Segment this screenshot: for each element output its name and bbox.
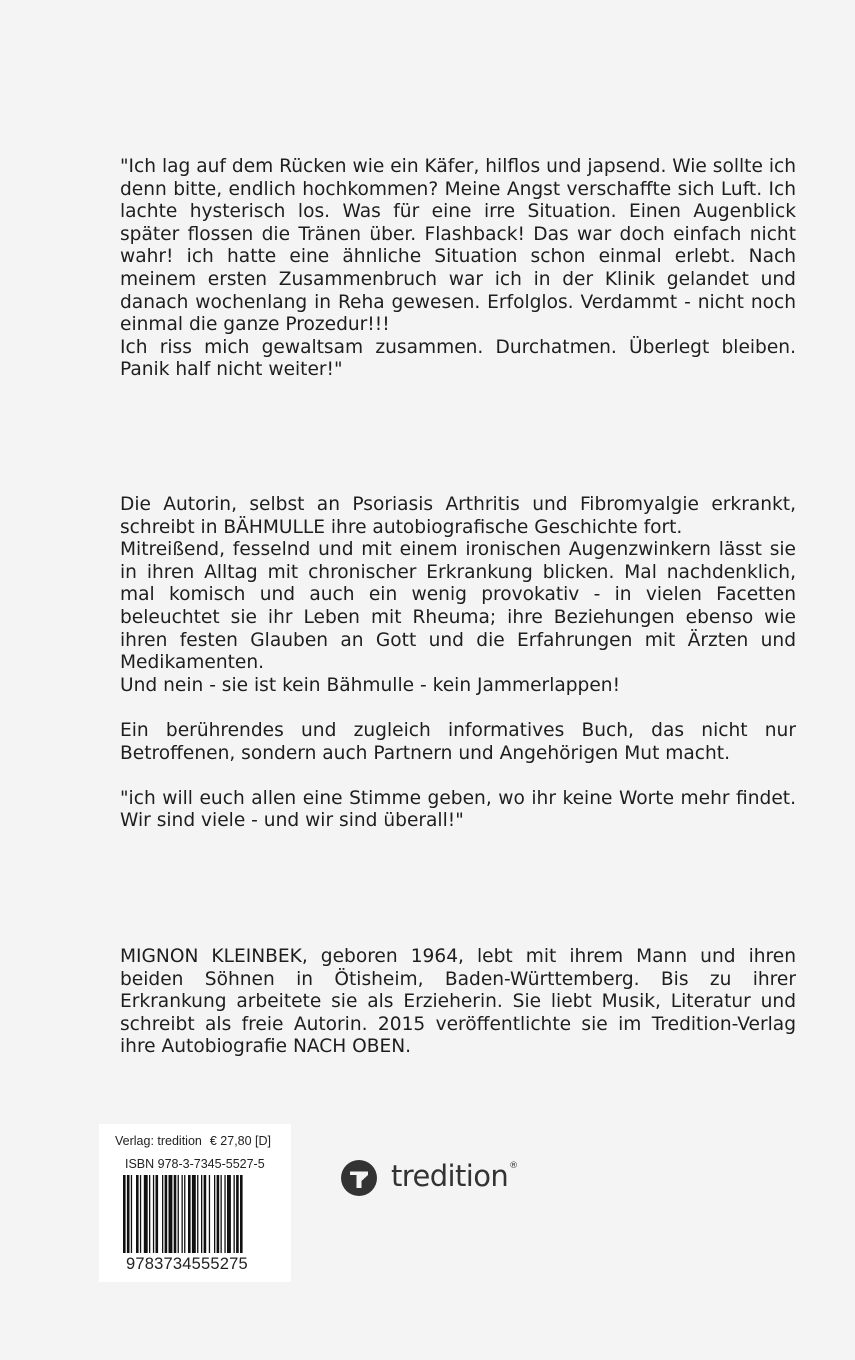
barcode-bar <box>131 1175 132 1253</box>
barcode-bar <box>184 1175 185 1253</box>
barcode-bar <box>182 1175 183 1253</box>
barcode-bar <box>234 1175 235 1253</box>
barcode-bar <box>204 1175 207 1253</box>
barcode-price: € 27,80 [D] <box>209 1134 272 1148</box>
publisher-name-text: tredition <box>391 1159 509 1193</box>
barcode-bar <box>192 1175 196 1253</box>
quote-excerpt <box>120 156 796 382</box>
barcode-bar <box>123 1175 126 1253</box>
barcode-bar <box>224 1175 225 1253</box>
author-bio <box>120 946 796 1059</box>
barcode-bar <box>136 1175 139 1253</box>
publisher-name <box>391 1159 518 1193</box>
barcode-bar <box>144 1175 148 1253</box>
description-paragraph: Mitreißend, fesselnd und mit einem ironischen Augenzwinkern lässt sie in ihren Alltag mit chronischer Erkrankung blicken. Mal nachdenklich, mal komisch und auch ein wenig provokativ - in vielen Facetten beleuchtet sie ihr Leben mit Rheuma; ihre Beziehungen ebenso wie ihren festen Glauben an Gott und die Erfahrungen mit Ärzten und Medikamenten. <box>120 539 796 674</box>
quote-paragraph: Ich riss mich gewaltsam zusammen. Durchatmen. Überlegt bleiben. Panik half nicht weiter!" <box>120 336 796 381</box>
barcode-bar <box>162 1175 163 1253</box>
barcode-bar <box>165 1175 168 1253</box>
barcode-bar <box>149 1175 150 1253</box>
barcode-panel <box>99 1124 291 1282</box>
description-paragraph: "ich will euch allen eine Stimme geben, wo ihr keine Worte mehr findet. Wir sind viele - und wir sind überall!" <box>120 787 796 832</box>
barcode-bar <box>236 1175 239 1253</box>
description-paragraph: Und nein - sie ist kein Bähmulle - kein Jammerlappen! <box>120 674 621 696</box>
barcode-bar <box>156 1175 159 1253</box>
barcode-price-line <box>115 1134 271 1148</box>
barcode-bar <box>217 1175 220 1253</box>
barcode-bar <box>214 1175 215 1253</box>
quote-paragraph: "Ich lag auf dem Rücken wie ein Käfer, hilflos und japsend. Wie sollte ich denn bitte, endlich hochkommen? Meine Angst verschaffte sich Luft. Ich lachte hysterisch los. Was für eine irre Situation. Einen Augenblick später flossen die Tränen über. Flashback! Das war doch einfach nicht wahr! ich hatte eine ähnliche Situation schon einmal erlebt. Nach meinem ersten Zusammenbruch war ich in der Klinik gelandet und danach wochenlang in Reha gewesen. Erfolglos. Verdammt - nicht noch einmal die ganze Prozedur!!! <box>120 156 796 336</box>
barcode-number: 9783734555275 <box>126 1255 248 1273</box>
barcode-bar <box>127 1175 130 1253</box>
barcode-bar <box>188 1175 191 1253</box>
author-bio-text: MIGNON KLEINBEK, geboren 1964, lebt mit ihrem Mann und ihren beiden Söhnen in Ötisheim, Baden-Württemberg. Bis zu ihrer Erkrankung arbeitete sie als Erzieherin. Sie liebt Musik, Literatur und schreibt als freie Autorin. 2015 veröffentlichte sie im Tredition-Verlag ihre Autobiografie NACH OBEN. <box>120 946 796 1058</box>
barcode-bar <box>197 1175 198 1253</box>
barcode-isbn: ISBN 978-3-7345-5527-5 <box>125 1157 265 1171</box>
description-paragraph: Ein berührendes und zugleich informatives Buch, das nicht nur Betroffenen, sondern auch Partnern und Angehörigen Mut macht. <box>120 719 796 764</box>
barcode-bar <box>240 1175 243 1253</box>
barcode-bar <box>174 1175 177 1253</box>
registered-mark: ® <box>509 1161 518 1171</box>
description-paragraph: Die Autorin, selbst an Psoriasis Arthritis und Fibromyalgie erkrankt, schreibt in BÄHMULLE ihre autobiografische Geschichte fort. <box>120 494 796 538</box>
barcode-bars-icon <box>123 1175 267 1253</box>
barcode-bar <box>178 1175 179 1253</box>
barcode-bar <box>169 1175 173 1253</box>
book-description <box>120 494 796 833</box>
barcode-bar <box>140 1175 141 1253</box>
tredition-logo-icon <box>341 1160 377 1196</box>
barcode-bar <box>227 1175 231 1253</box>
barcode-bar <box>209 1175 210 1253</box>
barcode-bar <box>153 1175 154 1253</box>
barcode-publisher: Verlag: tredition <box>115 1134 202 1148</box>
barcode-bar <box>201 1175 202 1253</box>
barcode-bar <box>221 1175 222 1253</box>
